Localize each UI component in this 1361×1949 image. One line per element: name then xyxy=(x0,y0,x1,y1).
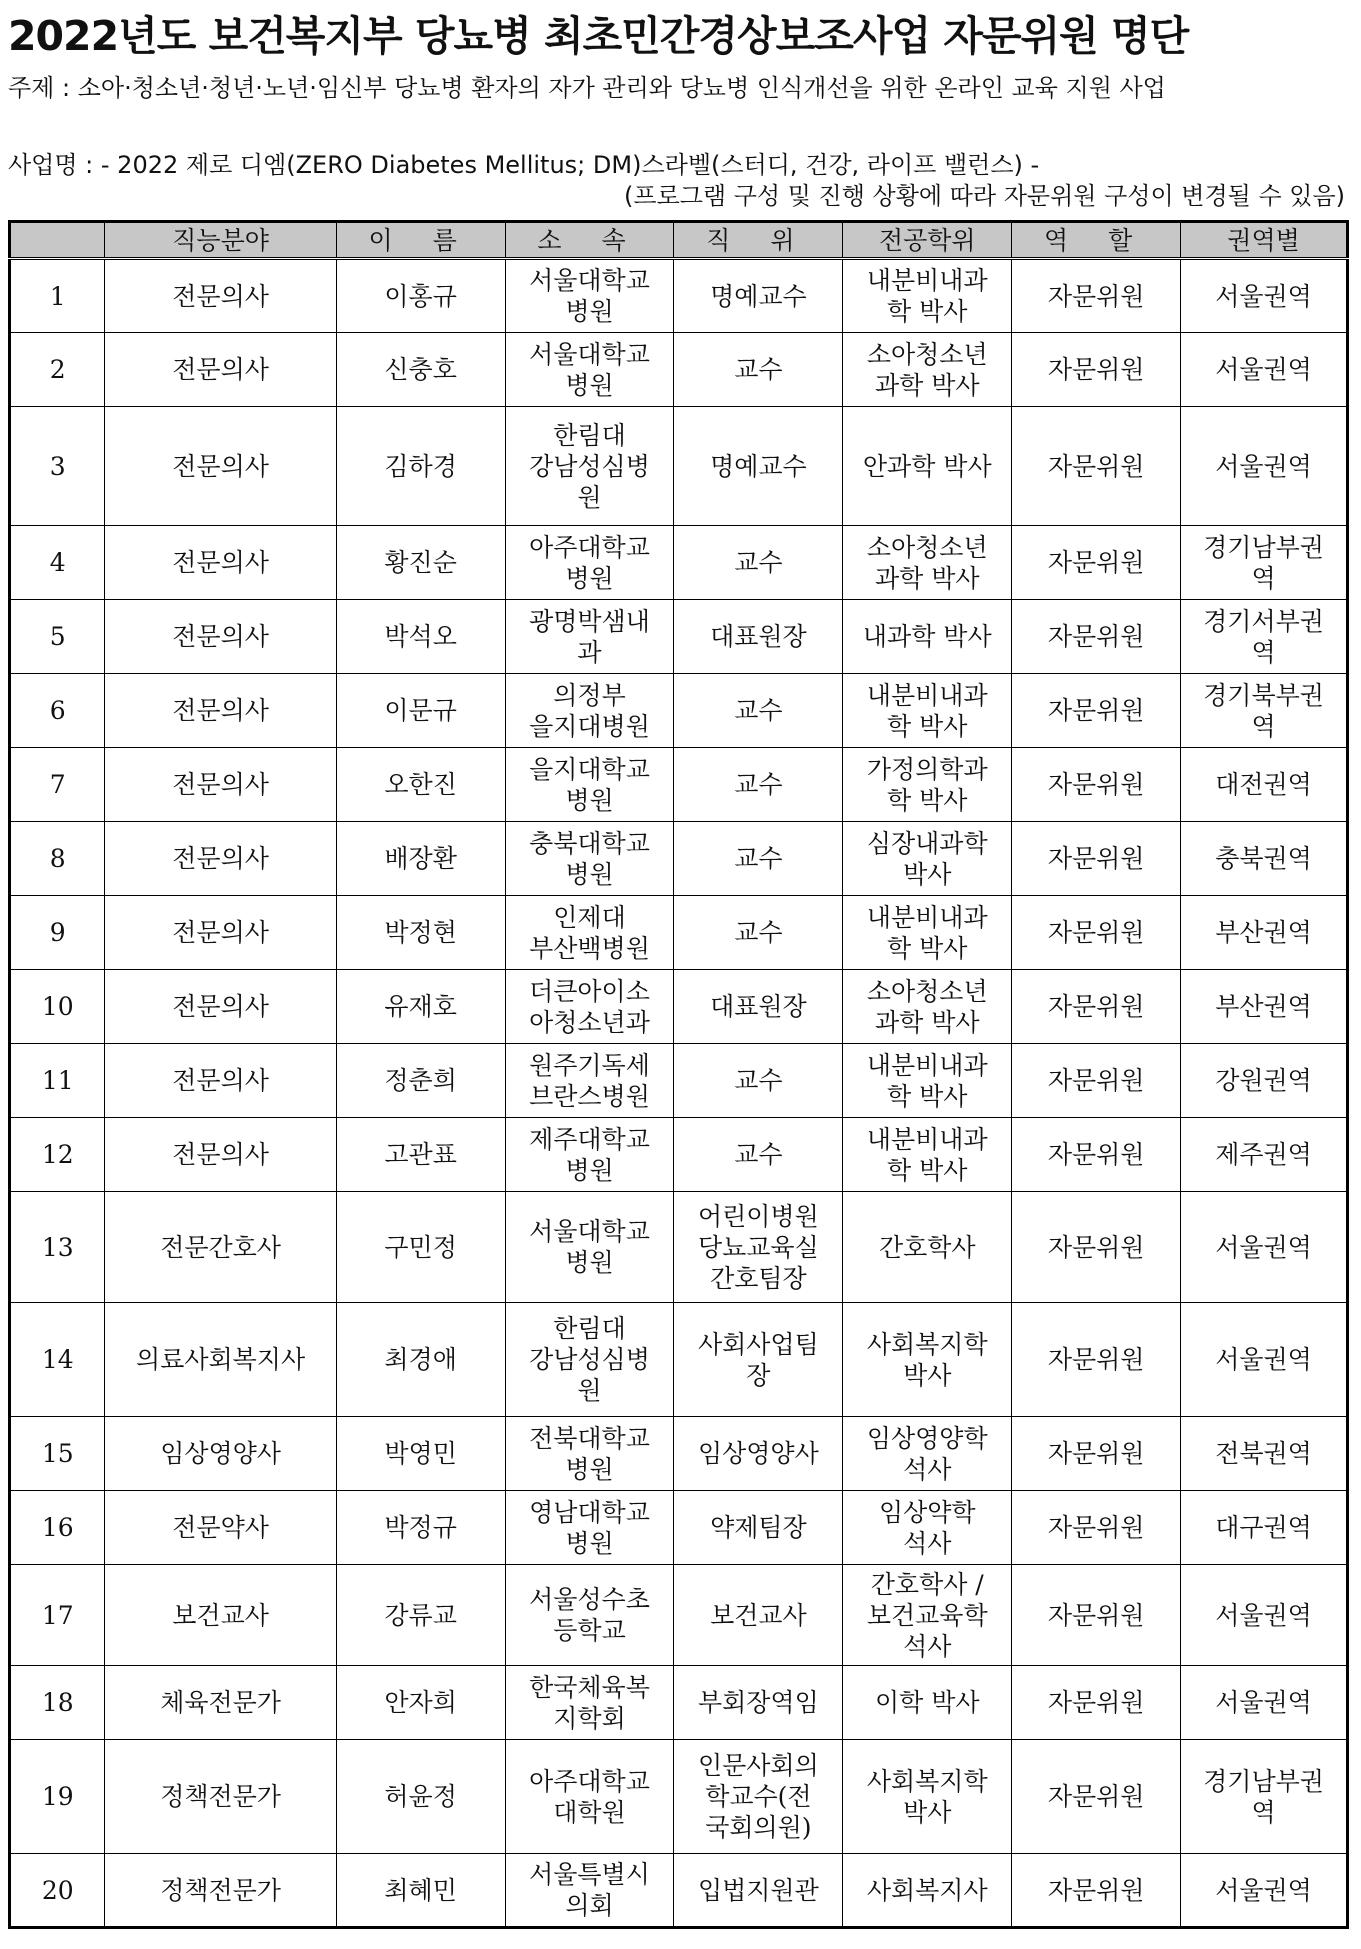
cell-degree: 간호학사 / 보건교육학 석사 xyxy=(843,1565,1012,1666)
cell-position: 명예교수 xyxy=(674,407,843,526)
table-row xyxy=(10,1044,1348,1118)
page-title: 2022년도 보건복지부 당뇨병 최초민간경상보조사업 자문위원 명단 xyxy=(8,12,1189,60)
cell-field: 보건교사 xyxy=(105,1565,336,1666)
cell-position: 교수 xyxy=(674,526,843,600)
subject-line: 주제 : 소아·청소년·청년·노년·임신부 당뇨병 환자의 자가 관리와 당뇨병 인식개선을 위한 온라인 교육 지원 사업 xyxy=(8,74,1166,102)
cell-field: 전문의사 xyxy=(105,674,336,748)
cell-position: 임상영양사 xyxy=(674,1417,843,1491)
cell-field: 전문의사 xyxy=(105,1044,336,1118)
cell-role: 자문위원 xyxy=(1012,1044,1181,1118)
cell-position: 교수 xyxy=(674,333,843,407)
cell-degree: 사회복지학 박사 xyxy=(843,1740,1012,1854)
cell-position: 약제팀장 xyxy=(674,1491,843,1565)
cell-number: 2 xyxy=(10,333,105,407)
cell-affiliation: 충북대학교 병원 xyxy=(505,822,674,896)
table-row xyxy=(10,600,1348,674)
cell-name: 정춘희 xyxy=(336,1044,505,1118)
cell-affiliation: 을지대학교 병원 xyxy=(505,748,674,822)
cell-position: 대표원장 xyxy=(674,970,843,1044)
cell-region: 서울권역 xyxy=(1181,1303,1348,1417)
cell-field: 전문의사 xyxy=(105,600,336,674)
cell-role: 자문위원 xyxy=(1012,407,1181,526)
cell-number: 7 xyxy=(10,748,105,822)
header-name: 이 름 xyxy=(336,222,505,259)
cell-degree: 가정의학과 학 박사 xyxy=(843,748,1012,822)
cell-degree: 내과학 박사 xyxy=(843,600,1012,674)
header-role: 역 할 xyxy=(1012,222,1181,259)
cell-region: 서울권역 xyxy=(1181,259,1348,333)
cell-role: 자문위원 xyxy=(1012,1740,1181,1854)
cell-affiliation: 전북대학교 병원 xyxy=(505,1417,674,1491)
cell-degree: 이학 박사 xyxy=(843,1666,1012,1740)
cell-role: 자문위원 xyxy=(1012,259,1181,333)
cell-role: 자문위원 xyxy=(1012,333,1181,407)
cell-name: 최혜민 xyxy=(336,1854,505,1928)
table-row xyxy=(10,407,1348,526)
cell-position: 인문사회의 학교수(전 국회의원) xyxy=(674,1740,843,1854)
cell-region: 서울권역 xyxy=(1181,1565,1348,1666)
cell-role: 자문위원 xyxy=(1012,822,1181,896)
cell-name: 박석오 xyxy=(336,600,505,674)
cell-number: 10 xyxy=(10,970,105,1044)
cell-field: 전문의사 xyxy=(105,333,336,407)
cell-number: 13 xyxy=(10,1192,105,1303)
cell-number: 5 xyxy=(10,600,105,674)
cell-region: 경기서부권 역 xyxy=(1181,600,1348,674)
cell-degree: 사회복지사 xyxy=(843,1854,1012,1928)
cell-number: 12 xyxy=(10,1118,105,1192)
cell-affiliation: 서울대학교 병원 xyxy=(505,333,674,407)
table-header-row xyxy=(10,222,1348,259)
cell-position: 입법지원관 xyxy=(674,1854,843,1928)
cell-field: 전문의사 xyxy=(105,526,336,600)
cell-role: 자문위원 xyxy=(1012,1118,1181,1192)
cell-role: 자문위원 xyxy=(1012,748,1181,822)
project-name-line: 사업명 : - 2022 제로 디엠(ZERO Diabetes Mellitus; DM)스라벨(스터디, 건강, 라이프 밸런스) - xyxy=(8,151,1040,179)
cell-name: 구민정 xyxy=(336,1192,505,1303)
cell-degree: 내분비내과 학 박사 xyxy=(843,896,1012,970)
cell-region: 경기남부권 역 xyxy=(1181,1740,1348,1854)
header-number xyxy=(10,222,105,259)
table-row xyxy=(10,896,1348,970)
cell-region: 서울권역 xyxy=(1181,1854,1348,1928)
cell-affiliation: 한국체육복 지학회 xyxy=(505,1666,674,1740)
cell-region: 대구권역 xyxy=(1181,1491,1348,1565)
cell-affiliation: 한림대 강남성심병 원 xyxy=(505,1303,674,1417)
cell-name: 황진순 xyxy=(336,526,505,600)
cell-degree: 간호학사 xyxy=(843,1192,1012,1303)
cell-name: 허윤정 xyxy=(336,1740,505,1854)
cell-number: 11 xyxy=(10,1044,105,1118)
cell-affiliation: 제주대학교 병원 xyxy=(505,1118,674,1192)
table-body xyxy=(10,259,1348,1928)
cell-field: 전문의사 xyxy=(105,822,336,896)
cell-region: 강원권역 xyxy=(1181,1044,1348,1118)
cell-number: 15 xyxy=(10,1417,105,1491)
cell-region: 서울권역 xyxy=(1181,333,1348,407)
table-row xyxy=(10,748,1348,822)
cell-name: 최경애 xyxy=(336,1303,505,1417)
cell-name: 안자희 xyxy=(336,1666,505,1740)
cell-number: 16 xyxy=(10,1491,105,1565)
cell-region: 서울권역 xyxy=(1181,1192,1348,1303)
cell-name: 오한진 xyxy=(336,748,505,822)
advisor-roster-table xyxy=(8,220,1349,1929)
cell-role: 자문위원 xyxy=(1012,1565,1181,1666)
cell-degree: 심장내과학 박사 xyxy=(843,822,1012,896)
table-row xyxy=(10,1192,1348,1303)
table-row xyxy=(10,1417,1348,1491)
cell-name: 신충호 xyxy=(336,333,505,407)
cell-name: 유재호 xyxy=(336,970,505,1044)
cell-degree: 내분비내과 학 박사 xyxy=(843,1044,1012,1118)
cell-region: 서울권역 xyxy=(1181,407,1348,526)
cell-position: 교수 xyxy=(674,1044,843,1118)
cell-name: 박영민 xyxy=(336,1417,505,1491)
cell-field: 전문의사 xyxy=(105,407,336,526)
cell-position: 교수 xyxy=(674,674,843,748)
cell-number: 17 xyxy=(10,1565,105,1666)
cell-role: 자문위원 xyxy=(1012,1854,1181,1928)
table-row xyxy=(10,822,1348,896)
cell-role: 자문위원 xyxy=(1012,674,1181,748)
cell-degree: 안과학 박사 xyxy=(843,407,1012,526)
table-row xyxy=(10,259,1348,333)
cell-region: 서울권역 xyxy=(1181,1666,1348,1740)
cell-degree: 소아청소년 과학 박사 xyxy=(843,333,1012,407)
cell-name: 이문규 xyxy=(336,674,505,748)
cell-affiliation: 서울특별시 의회 xyxy=(505,1854,674,1928)
cell-field: 정책전문가 xyxy=(105,1740,336,1854)
cell-role: 자문위원 xyxy=(1012,896,1181,970)
table-row xyxy=(10,1491,1348,1565)
header-degree: 전공학위 xyxy=(843,222,1012,259)
cell-degree: 소아청소년 과학 박사 xyxy=(843,970,1012,1044)
cell-field: 정책전문가 xyxy=(105,1854,336,1928)
cell-role: 자문위원 xyxy=(1012,600,1181,674)
header-affiliation: 소 속 xyxy=(505,222,674,259)
header-region: 권역별 xyxy=(1181,222,1348,259)
table-row xyxy=(10,674,1348,748)
cell-number: 14 xyxy=(10,1303,105,1417)
cell-field: 의료사회복지사 xyxy=(105,1303,336,1417)
cell-name: 김하경 xyxy=(336,407,505,526)
cell-position: 교수 xyxy=(674,1118,843,1192)
cell-number: 18 xyxy=(10,1666,105,1740)
table-row xyxy=(10,1740,1348,1854)
cell-name: 박정현 xyxy=(336,896,505,970)
change-notice: (프로그램 구성 및 진행 상황에 따라 자문위원 구성이 변경될 수 있음) xyxy=(624,182,1345,210)
cell-field: 전문간호사 xyxy=(105,1192,336,1303)
cell-affiliation: 아주대학교 병원 xyxy=(505,526,674,600)
table-row xyxy=(10,1118,1348,1192)
cell-position: 교수 xyxy=(674,896,843,970)
cell-affiliation: 아주대학교 대학원 xyxy=(505,1740,674,1854)
cell-affiliation: 서울대학교 병원 xyxy=(505,1192,674,1303)
cell-degree: 내분비내과 학 박사 xyxy=(843,259,1012,333)
cell-role: 자문위원 xyxy=(1012,1303,1181,1417)
cell-affiliation: 서울대학교 병원 xyxy=(505,259,674,333)
cell-number: 9 xyxy=(10,896,105,970)
cell-affiliation: 광명박샘내 과 xyxy=(505,600,674,674)
table-row xyxy=(10,1666,1348,1740)
table-row xyxy=(10,526,1348,600)
cell-role: 자문위원 xyxy=(1012,1666,1181,1740)
cell-degree: 내분비내과 학 박사 xyxy=(843,674,1012,748)
cell-affiliation: 한림대 강남성심병 원 xyxy=(505,407,674,526)
cell-field: 전문의사 xyxy=(105,748,336,822)
cell-affiliation: 영남대학교 병원 xyxy=(505,1491,674,1565)
cell-field: 임상영양사 xyxy=(105,1417,336,1491)
cell-region: 부산권역 xyxy=(1181,970,1348,1044)
table-row xyxy=(10,1565,1348,1666)
cell-field: 전문약사 xyxy=(105,1491,336,1565)
cell-position: 어린이병원 당뇨교육실 간호팀장 xyxy=(674,1192,843,1303)
cell-position: 보건교사 xyxy=(674,1565,843,1666)
cell-degree: 소아청소년 과학 박사 xyxy=(843,526,1012,600)
cell-region: 전북권역 xyxy=(1181,1417,1348,1491)
cell-region: 경기남부권 역 xyxy=(1181,526,1348,600)
cell-position: 명예교수 xyxy=(674,259,843,333)
cell-role: 자문위원 xyxy=(1012,1192,1181,1303)
cell-name: 배장환 xyxy=(336,822,505,896)
cell-field: 전문의사 xyxy=(105,896,336,970)
cell-degree: 임상영양학 석사 xyxy=(843,1417,1012,1491)
cell-number: 20 xyxy=(10,1854,105,1928)
cell-position: 교수 xyxy=(674,748,843,822)
cell-field: 전문의사 xyxy=(105,970,336,1044)
cell-degree: 사회복지학 박사 xyxy=(843,1303,1012,1417)
cell-name: 고관표 xyxy=(336,1118,505,1192)
cell-affiliation: 더큰아이소 아청소년과 xyxy=(505,970,674,1044)
cell-role: 자문위원 xyxy=(1012,970,1181,1044)
cell-number: 1 xyxy=(10,259,105,333)
cell-position: 부회장역임 xyxy=(674,1666,843,1740)
cell-number: 8 xyxy=(10,822,105,896)
cell-affiliation: 인제대 부산백병원 xyxy=(505,896,674,970)
cell-affiliation: 의정부 을지대병원 xyxy=(505,674,674,748)
cell-region: 부산권역 xyxy=(1181,896,1348,970)
cell-region: 대전권역 xyxy=(1181,748,1348,822)
cell-position: 사회사업팀 장 xyxy=(674,1303,843,1417)
cell-role: 자문위원 xyxy=(1012,1491,1181,1565)
cell-degree: 임상약학 석사 xyxy=(843,1491,1012,1565)
cell-name: 박정규 xyxy=(336,1491,505,1565)
cell-affiliation: 서울성수초 등학교 xyxy=(505,1565,674,1666)
cell-position: 대표원장 xyxy=(674,600,843,674)
cell-affiliation: 원주기독세 브란스병원 xyxy=(505,1044,674,1118)
cell-number: 3 xyxy=(10,407,105,526)
header-position: 직 위 xyxy=(674,222,843,259)
cell-number: 6 xyxy=(10,674,105,748)
cell-region: 제주권역 xyxy=(1181,1118,1348,1192)
table-row xyxy=(10,970,1348,1044)
cell-name: 이홍규 xyxy=(336,259,505,333)
table-row xyxy=(10,1854,1348,1928)
cell-degree: 내분비내과 학 박사 xyxy=(843,1118,1012,1192)
cell-region: 경기북부권 역 xyxy=(1181,674,1348,748)
cell-position: 교수 xyxy=(674,822,843,896)
cell-role: 자문위원 xyxy=(1012,1417,1181,1491)
table-row xyxy=(10,1303,1348,1417)
cell-name: 강류교 xyxy=(336,1565,505,1666)
cell-field: 체육전문가 xyxy=(105,1666,336,1740)
table-row xyxy=(10,333,1348,407)
cell-field: 전문의사 xyxy=(105,1118,336,1192)
cell-region: 충북권역 xyxy=(1181,822,1348,896)
cell-number: 19 xyxy=(10,1740,105,1854)
cell-field: 전문의사 xyxy=(105,259,336,333)
header-field: 직능분야 xyxy=(105,222,336,259)
cell-number: 4 xyxy=(10,526,105,600)
cell-role: 자문위원 xyxy=(1012,526,1181,600)
